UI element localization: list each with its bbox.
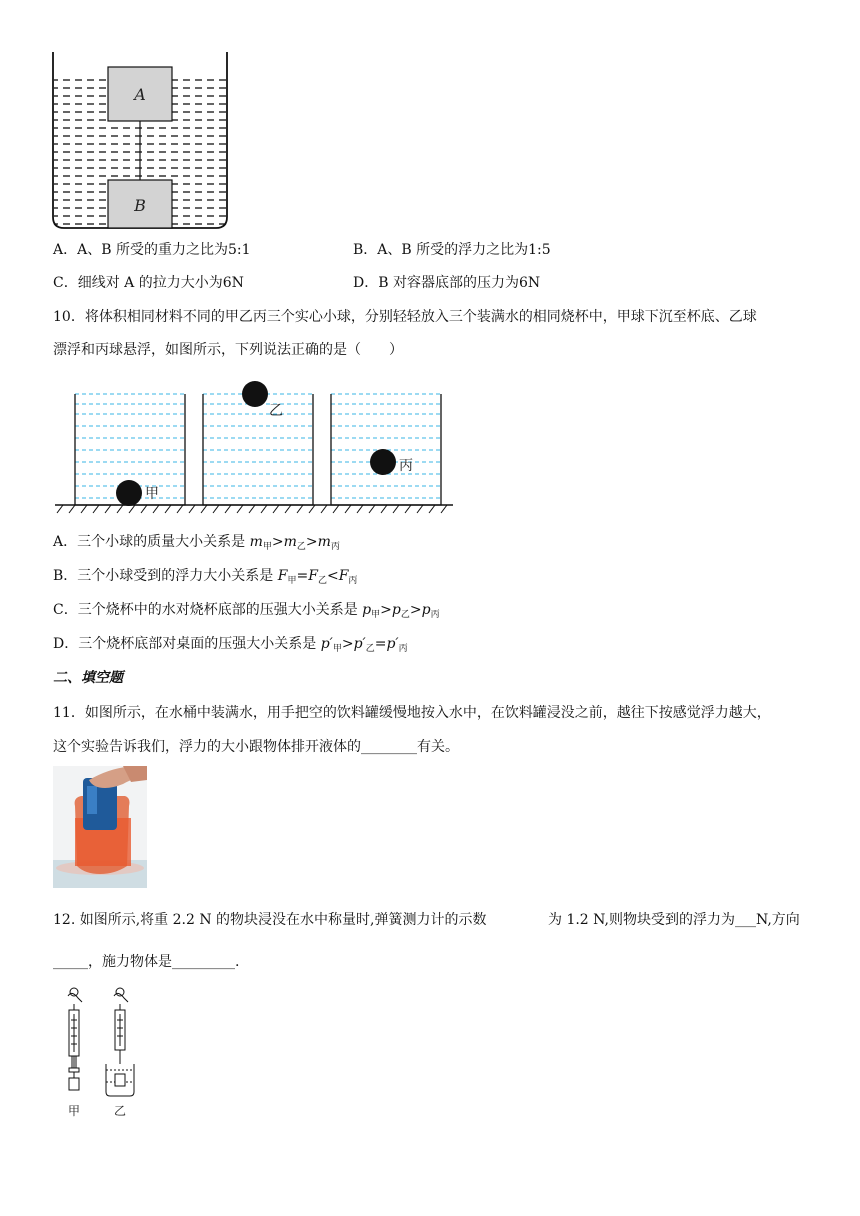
q9-option-a: A．A、B 所受的重力之比为5:1 bbox=[53, 242, 251, 258]
ball-jia-label: 甲 bbox=[145, 486, 159, 502]
label-jia: 甲 bbox=[67, 1104, 81, 1118]
label-yi: 乙 bbox=[113, 1104, 127, 1118]
block-a-label: A bbox=[134, 85, 146, 104]
q12-stem-line1a: 12. 如图所示,将重 2.2 N 的物块浸没在水中称量时,弹簧测力计的示数 bbox=[53, 912, 487, 928]
ball-yi bbox=[242, 381, 268, 407]
q12-stem-line2: _____，施力物体是_________. bbox=[53, 954, 240, 970]
q11-photo bbox=[53, 766, 147, 888]
q12-stem-line1b: 为 1.2 N,则物块受到的浮力为___N,方向 bbox=[548, 912, 800, 928]
ball-bing-label: 丙 bbox=[399, 458, 413, 474]
q9-option-b: B．A、B 所受的浮力之比为1:5 bbox=[353, 242, 551, 258]
q11-stem-line2: 这个实验告诉我们，浮力的大小跟物体排开液体的________有关。 bbox=[53, 739, 459, 755]
q9-option-c: C．细线对 A 的拉力大小为6N bbox=[53, 275, 244, 291]
q10-option-b: B．三个小球受到的浮力大小关系是 $F_甲=F_乙<F_丙$ bbox=[53, 568, 358, 586]
q9-option-d: D．B 对容器底部的压力为6N bbox=[353, 275, 541, 291]
beaker-2 bbox=[203, 394, 313, 505]
q9-figure bbox=[50, 52, 230, 232]
q10-figure bbox=[55, 378, 455, 516]
spring-scale-jia bbox=[68, 988, 82, 1090]
q10-option-c: C．三个烧杯中的水对烧杯底部的压强大小关系是 $p_甲>p_乙>p_丙$ bbox=[53, 602, 440, 620]
section-heading: 二、填空题 bbox=[53, 670, 123, 686]
q11-stem-line1: 11．如图所示，在水桶中装满水，用手把空的饮料罐缓慢地按入水中，在饮料罐浸没之前，越往下按感觉浮力越大， bbox=[53, 705, 771, 721]
ball-bing bbox=[370, 449, 396, 475]
table-hatching bbox=[57, 505, 447, 513]
ball-jia bbox=[116, 480, 142, 506]
q10-option-d: D．三个烧杯底部对桌面的压强大小关系是 $p'_甲>p'_乙=p'_丙$ bbox=[53, 636, 408, 654]
q12-figure bbox=[56, 986, 146, 1120]
block-b-label: B bbox=[134, 196, 146, 215]
spring-scale-yi bbox=[106, 988, 134, 1096]
q10-stem-line2: 漂浮和丙球悬浮，如图所示，下列说法正确的是（ ） bbox=[53, 342, 403, 358]
ball-yi-label: 乙 bbox=[269, 403, 283, 419]
q10-option-a: A．三个小球的质量大小关系是 $m_甲>m_乙>m_丙$ bbox=[53, 534, 340, 552]
q10-stem-line1: 10．将体积相同材料不同的甲乙丙三个实心小球，分别轻轻放入三个装满水的相同烧杯中，甲球下沉至杯底、乙球 bbox=[53, 309, 757, 325]
